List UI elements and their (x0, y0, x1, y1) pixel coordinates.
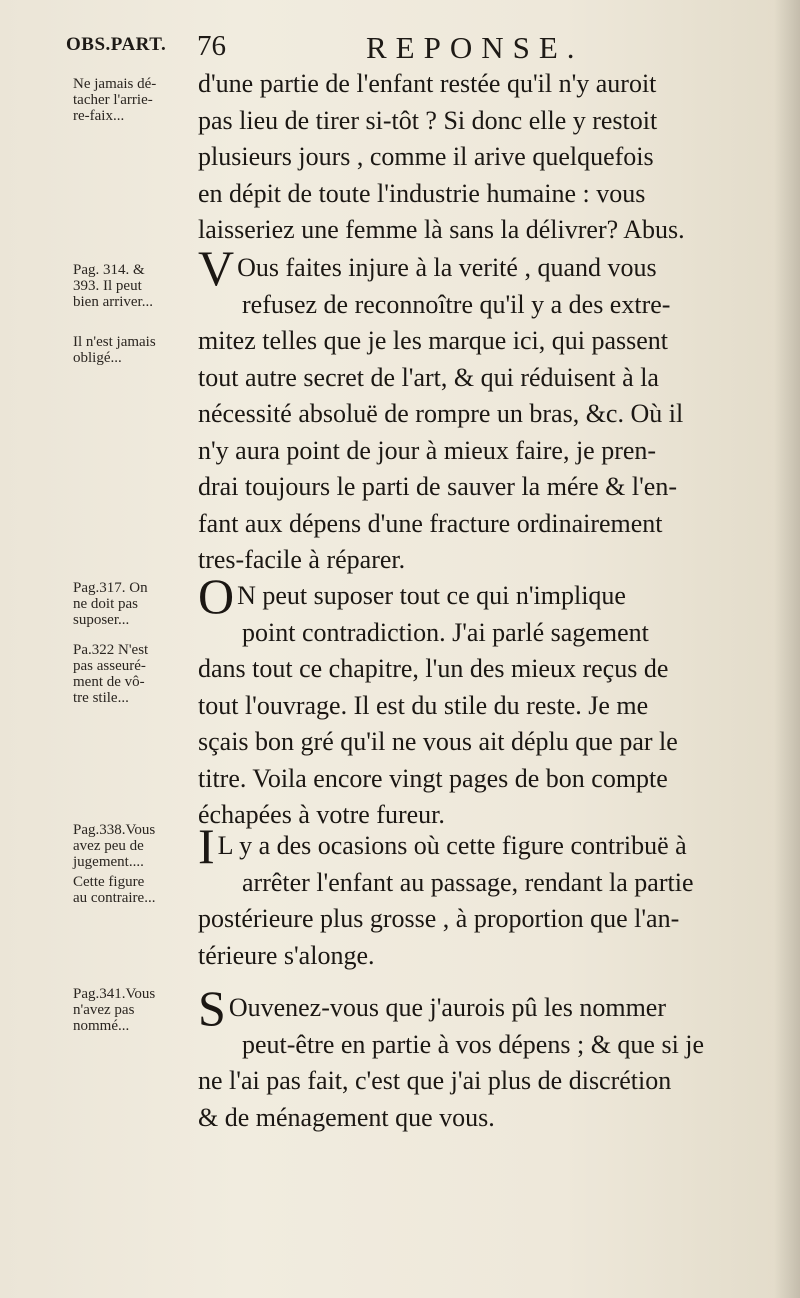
paragraph: V Ous faites injure à la verité , quand vous refusez de reconnoître qu'il y a des extre- mitez telles que je les marque ici, qui passent tout autre secret de l'art, & qui réduisent à la nécessité absoluë de rompre un bras, &c. Où il n'y aura point de jour à mieux faire, je pren- drai toujours le parti de sauver la mére & l'en- fant aux dépens d'une fracture ordinairement tres-facile à réparer. (198, 240, 684, 574)
margin-note: Pag.338.Vous avez peu de jugement.... (73, 822, 156, 870)
header-title: REPONSE. (366, 30, 584, 65)
running-header (66, 30, 756, 64)
margin-note: Pag. 314. & 393. Il peut bien arriver... (73, 262, 153, 310)
drop-cap: O (198, 568, 235, 624)
header-section: OBS.PART. (66, 34, 167, 55)
paragraph: I L y a des ocasions où cette figure contribuë à arrêter l'enfant au passage, rendant la partie postérieure plus grosse , à proportion que l'an- térieure s'alonge. (198, 818, 694, 970)
margin-note: Pa.322 N'est pas asseuré- ment de vô- tre stile... (73, 642, 149, 706)
margin-note: Il n'est jamais obligé... (73, 334, 156, 366)
page-number: 76 (197, 30, 226, 62)
margin-note: Pag.317. On ne doit pas suposer... (73, 580, 148, 628)
drop-cap: V (198, 240, 235, 296)
page-edge-shadow (774, 0, 800, 1298)
paragraph: S Ouvenez-vous que j'aurois pû les nommer peut-être en partie à vos dépens ; & que si je ne l'ai pas fait, c'est que j'ai plus de discrétion & de ménagement que vous. (198, 980, 705, 1132)
margin-note: Ne jamais dé- tacher l'arrie- re-faix... (73, 76, 157, 124)
paragraph: d'une partie de l'enfant restée qu'il n'y auroit pas lieu de tirer si-tôt ? Si donc elle y restoit plusieurs jours , comme il arive quelquefois en dépit de toute l'industrie humaine : vous laisseriez une femme là sans la délivrer? Abus. (198, 69, 685, 244)
drop-cap: S (198, 980, 226, 1036)
paragraph: O N peut suposer tout ce qui n'implique point contradiction. J'ai parlé sagement dans tout ce chapitre, l'un des mieux reçus de tout l'ouvrage. Il est du stile du reste. Je me sçais bon gré qu'il ne vous ait déplu que par le titre. Voila encore vingt pages de bon compte échapées à votre fureur. (198, 568, 678, 829)
margin-notes (73, 68, 198, 1168)
margin-note: Cette figure au contraire... (73, 874, 156, 906)
drop-cap: I (198, 818, 215, 874)
margin-note: Pag.341.Vous n'avez pas nommé... (73, 986, 156, 1034)
